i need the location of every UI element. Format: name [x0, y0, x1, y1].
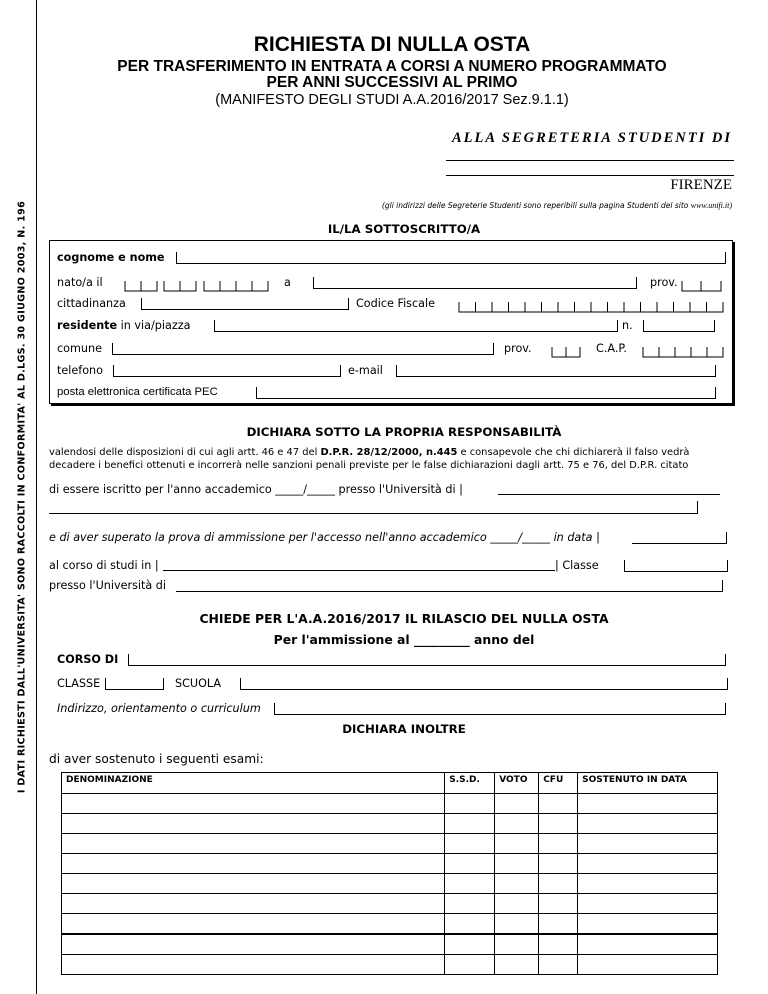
res-prov-field[interactable] [551, 343, 581, 354]
table-cell[interactable] [62, 894, 445, 914]
classe-label: | Classe [555, 559, 599, 572]
table-cell[interactable] [539, 834, 578, 854]
table-cell[interactable] [495, 854, 539, 874]
classe2-field[interactable] [105, 678, 164, 690]
via-field[interactable] [214, 320, 618, 332]
table-cell[interactable] [62, 955, 445, 975]
table-row[interactable] [62, 834, 718, 854]
classe2-label: CLASSE [57, 677, 101, 690]
table-cell[interactable] [445, 874, 495, 894]
col-denominazione: DENOMINAZIONE [62, 773, 445, 794]
address-note-text: (gli indirizzi delle Segreterie Studenti sono reperibili sulla pagina Studenti del sito [381, 201, 689, 210]
sottoscritto-heading: IL/LA SOTTOSCRITTO/A [327, 222, 481, 236]
codice-fiscale-field[interactable] [458, 298, 724, 309]
telefono-label: telefono [57, 364, 103, 377]
birthplace-field[interactable] [313, 277, 637, 289]
table-cell[interactable] [495, 874, 539, 894]
table-cell[interactable] [62, 834, 445, 854]
table-cell[interactable] [578, 894, 718, 914]
table-cell[interactable] [539, 894, 578, 914]
page-title: RICHIESTA DI NULLA OSTA [253, 33, 531, 56]
pec-field[interactable] [256, 387, 716, 399]
comune-label: comune [57, 342, 102, 355]
prova-data-field[interactable] [632, 532, 727, 544]
birth-prov-boxes [681, 280, 723, 292]
presso-field[interactable] [176, 580, 723, 592]
codice-fiscale-boxes [458, 301, 726, 313]
table-cell[interactable] [62, 854, 445, 874]
pec-label: posta elettronica certificata PEC [57, 386, 218, 398]
corso-di-label: CORSO DI [57, 653, 119, 666]
table-row[interactable] [62, 894, 718, 914]
table-cell[interactable] [539, 874, 578, 894]
table-cell[interactable] [445, 834, 495, 854]
corso-studi-label: al corso di studi in | [49, 559, 159, 572]
col-ssd: S.S.D. [445, 773, 495, 794]
table-cell[interactable] [578, 834, 718, 854]
presso-label: presso l'Università di [49, 579, 167, 592]
page-subtitle-1: PER TRASFERIMENTO IN ENTRATA A CORSI A NUMERO PROGRAMMATO [117, 58, 667, 75]
telefono-field[interactable] [113, 365, 341, 377]
codice-fiscale-label: Codice Fiscale [356, 297, 436, 310]
table-cell[interactable] [62, 794, 445, 814]
table-cell[interactable] [578, 854, 718, 874]
exams-header-row [62, 773, 718, 794]
legal-text-2: decadere i benefici ottenuti e incorrerà nelle sanzioni penali previste per le false dichiarazioni dagli artt. 75 e 76, del D.P.R. citato [49, 460, 689, 471]
manifesto-ref: (MANIFESTO DEGLI STUDI A.A.2016/2017 Sez.9.1.1) [215, 92, 569, 108]
col-voto: VOTO [495, 773, 539, 794]
cap-boxes [642, 346, 726, 358]
table-cell[interactable] [578, 794, 718, 814]
table-cell[interactable] [445, 914, 495, 935]
legal-text-1 [49, 447, 689, 458]
email-label: e-mail [348, 364, 383, 377]
table-cell[interactable] [495, 914, 539, 935]
table-cell[interactable] [539, 854, 578, 874]
table-cell[interactable] [495, 955, 539, 975]
table-cell[interactable] [539, 955, 578, 975]
iscritto-universita-field[interactable] [498, 494, 720, 495]
legal-text-1a: valendosi delle disposizioni di cui agli artt. 46 e 47 del [49, 447, 321, 458]
residente-label [57, 319, 190, 332]
table-row[interactable] [62, 794, 718, 814]
cap-label: C.A.P. [596, 342, 627, 355]
corso-di-field[interactable] [128, 654, 726, 666]
table-cell[interactable] [445, 814, 495, 834]
indirizzo-field[interactable] [274, 703, 726, 715]
table-cell[interactable] [445, 794, 495, 814]
col-sostenuto: SOSTENUTO IN DATA [578, 773, 718, 794]
table-cell[interactable] [495, 834, 539, 854]
prov2-label: prov. [504, 342, 532, 355]
privacy-side-note: I DATI RICHIESTI DALL'UNIVERSITA' SONO RACCOLTI IN CONFORMITA' AL D.LGS. 30 GIUGNO 2003, N. 196 [16, 200, 28, 794]
inoltre-heading: DICHIARA INOLTRE [342, 722, 466, 736]
address-line-1[interactable] [446, 160, 734, 161]
table-cell[interactable] [62, 914, 445, 935]
iscritto-label: di essere iscritto per l'anno accademico _____/_____ presso l'Università di | [49, 483, 463, 496]
residente-bold: residente [57, 319, 118, 332]
table-cell[interactable] [578, 955, 718, 975]
cognome-label: cognome e nome [57, 251, 165, 264]
table-row[interactable] [62, 814, 718, 834]
margin-line [36, 0, 37, 994]
birth-date-field[interactable] [124, 277, 274, 288]
birth-date-boxes [124, 280, 274, 292]
segreteria-heading: ALLA SEGRETERIA STUDENTI DI [452, 130, 733, 146]
table-cell[interactable] [539, 814, 578, 834]
table-row[interactable] [62, 934, 718, 955]
table-cell[interactable] [539, 914, 578, 935]
table-cell[interactable] [445, 955, 495, 975]
table-cell[interactable] [578, 814, 718, 834]
table-cell[interactable] [578, 914, 718, 935]
table-row[interactable] [62, 854, 718, 874]
table-row[interactable] [62, 955, 718, 975]
table-cell[interactable] [62, 874, 445, 894]
table-cell[interactable] [445, 934, 495, 955]
corso-studi-field[interactable] [163, 559, 555, 571]
table-row[interactable] [62, 874, 718, 894]
table-cell[interactable] [445, 894, 495, 914]
legal-reference: D.P.R. 28/12/2000, n.445 [320, 447, 458, 458]
table-cell[interactable] [495, 814, 539, 834]
birth-prov-field[interactable] [681, 277, 721, 288]
numero-label: n. [622, 319, 633, 332]
table-cell[interactable] [445, 854, 495, 874]
table-cell[interactable] [62, 814, 445, 834]
comune-field[interactable] [112, 343, 494, 355]
legal-text-1c: e consapevole che chi dichiarerà il falso vedrà [457, 447, 690, 458]
numero-field[interactable] [643, 320, 715, 332]
esami-intro: di aver sostenuto i seguenti esami: [49, 752, 264, 766]
classe-field[interactable] [624, 560, 728, 572]
dichiara-heading: DICHIARA SOTTO LA PROPRIA RESPONSABILITÀ [246, 425, 562, 439]
prova-label: e di aver superato la prova di ammissione per l'accesso nell'anno accademico _____/_____ in data | [49, 531, 600, 544]
cittadinanza-label: cittadinanza [57, 297, 126, 310]
cognome-field[interactable] [176, 252, 726, 264]
address-line-2[interactable] [446, 175, 734, 176]
address-note [382, 201, 732, 210]
iscritto-continuation-line[interactable] [49, 501, 698, 514]
table-cell[interactable] [62, 934, 445, 955]
res-prov-boxes [551, 346, 583, 358]
a-label: a [284, 276, 291, 289]
table-cell[interactable] [578, 874, 718, 894]
scuola-label: SCUOLA [175, 677, 222, 690]
email-field[interactable] [396, 365, 716, 377]
ammissione-line: Per l'ammissione al _________ anno del [273, 632, 535, 647]
table-cell[interactable] [495, 934, 539, 955]
table-cell[interactable] [495, 894, 539, 914]
site-link[interactable]: www.unifi.it) [690, 201, 732, 210]
table-cell[interactable] [539, 794, 578, 814]
col-cfu: CFU [539, 773, 578, 794]
table-cell[interactable] [539, 934, 578, 955]
via-label: in via/piazza [117, 319, 191, 332]
city-label: FIRENZE [670, 177, 732, 193]
table-cell[interactable] [495, 794, 539, 814]
scuola-field[interactable] [240, 678, 728, 690]
indirizzo-label: Indirizzo, orientamento o curriculum [57, 702, 261, 715]
table-cell[interactable] [578, 934, 718, 955]
page-subtitle-2: PER ANNI SUCCESSIVI AL PRIMO [266, 74, 518, 91]
cap-field[interactable] [642, 343, 724, 354]
nato-label: nato/a il [57, 276, 103, 289]
prov-label: prov. [650, 276, 678, 289]
table-row[interactable] [62, 914, 718, 935]
chiede-heading: CHIEDE PER L'A.A.2016/2017 IL RILASCIO DEL NULLA OSTA [199, 611, 609, 626]
cittadinanza-field[interactable] [141, 298, 349, 310]
exams-table [61, 772, 718, 975]
